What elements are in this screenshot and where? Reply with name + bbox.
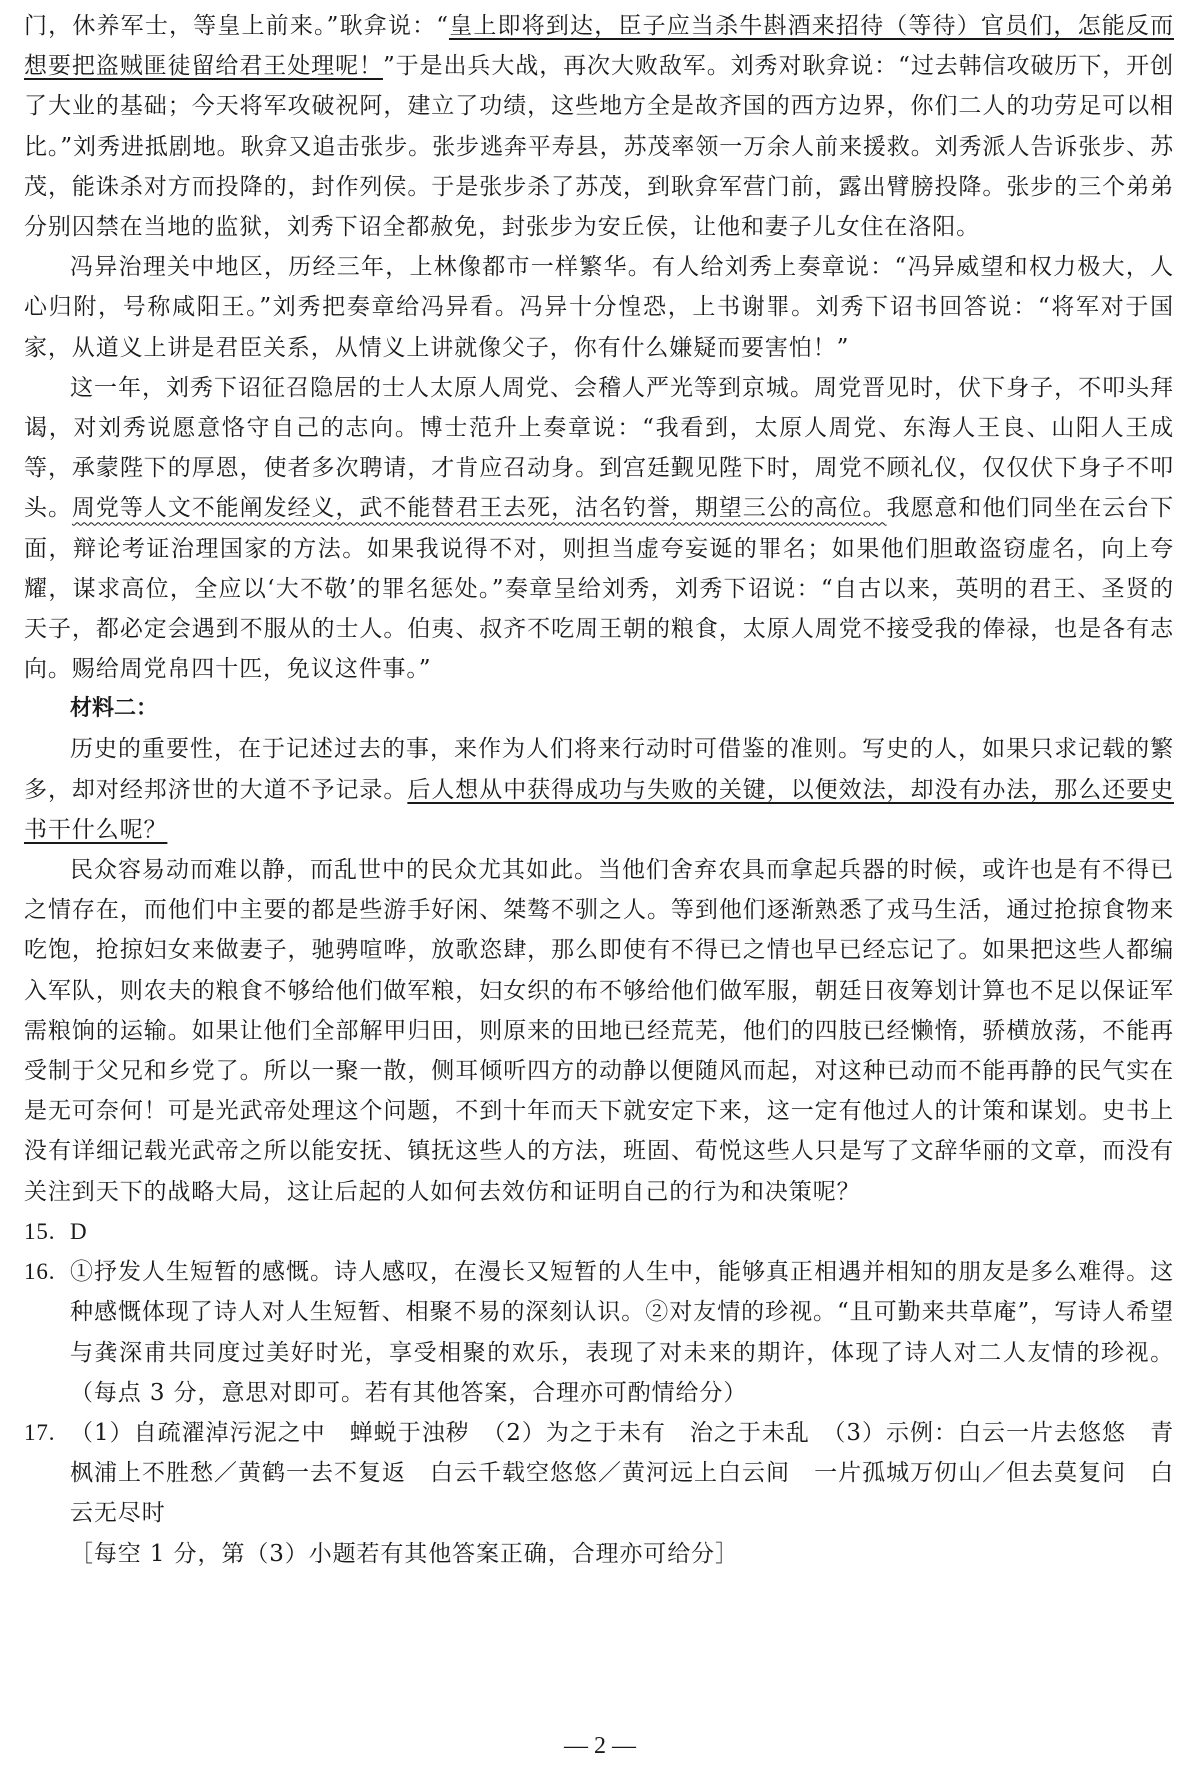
page-number: — 2 — bbox=[564, 1733, 636, 1759]
document-page bbox=[24, 6, 1174, 1574]
question-number: 17. bbox=[24, 1419, 56, 1445]
material-two-paragraph-1 bbox=[24, 729, 1174, 850]
material-two-heading: 材料二： bbox=[70, 696, 159, 722]
material-one-paragraph-2: 冯异治理关中地区，历经三年，上林像都市一样繁华。有人给刘秀上奏章说：“冯异威望和权力极大，人心归附，号称咸阳王。”刘秀把奏章给冯异看。冯异十分惶恐，上书谢罪。刘秀下诏书回答说：“将军对于国家，从道义上讲是君臣关系，从情义上讲就像父子，你有什么嫌疑而要害怕！” bbox=[24, 254, 1174, 361]
text-run: 门，休养军士，等皇上前来。”耿弇说：“ bbox=[24, 13, 449, 39]
material-two-paragraph-2: 民众容易动而难以静，而乱世中的民众尤其如此。当他们舍弃农具而拿起兵器的时候，或许也是有不得已之情存在，而他们中主要的都是些游手好闲、桀骜不驯之人。等到他们逐渐熟悉了戎马生活，通过抢掠食物来吃饱，抢掠妇女来做妻子，驰骋喧哗，放歌恣肆，那么即使有不得已之情也早已经忘记了。如果把这些人都编入军队，则农夫的粮食不够给他们做军粮，妇女织的布不够给他们做军服，朝廷日夜筹划计算也不足以保证军需粮饷的运输。如果让他们全部解甲归田，则原来的田地已经荒芜，他们的四肢已经懒惰，骄横放荡，不能再受制于父兄和乡党了。所以一聚一散，侧耳倾听四方的动静以便随风而起，对这种已动而不能再静的民气实在是无可奈何！可是光武帝处理这个问题，不到十年而天下就安定下来，这一定有他过人的计策和谋划。史书上没有详细记载光武帝之所以能安抚、镇抚这些人的方法，班固、荀悦这些人只是写了文辞华丽的文章，而没有关注到天下的战略大局，这让后起的人如何去效仿和证明自己的行为和决策呢？ bbox=[24, 857, 1174, 1205]
answer-text: ①抒发人生短暂的感慨。诗人感叹，在漫长又短暂的人生中，能够真正相遇并相知的朋友是多么难得。这种感慨体现了诗人对人生短暂、相聚不易的深刻认识。②对友情的珍视。“且可勤来共草庵”，写诗人希望与龚深甫共同度过美好时光，享受相聚的欢乐，表现了对未来的期许，体现了诗人对二人友情的珍视。（每点 3 分，意思对即可。若有其他答案，合理亦可酌情给分） bbox=[70, 1259, 1174, 1406]
material-one-paragraph-1 bbox=[24, 6, 1174, 247]
underlined-sentence: 皇上即将到达，臣子应当杀牛斟酒来招待（等待）官员们，怎能反而想要把盗贼匪徒留给君王处理呢！ bbox=[24, 13, 1174, 80]
answer-17 bbox=[24, 1413, 1174, 1574]
text-run: ”于是出兵大战，再次大败敌军。刘秀对耿弇说：“过去韩信攻破历下，开创了大业的基础；今天将军攻破祝阿，建立了功绩，这些地方全是故齐国的西方边界，你们二人的功劳足可以相比。”刘秀进抵剧地。耿弇又追击张步。张步逃奔平寿县，苏茂率领一万余人前来援救。刘秀派人告诉张步、苏茂，能诛杀对方而投降的，封作列侯。于是张步杀了苏茂，到耿弇军营门前，露出臂膀投降。张步的三个弟弟分别囚禁在当地的监狱，刘秀下诏全都赦免，封张步为安丘侯，让他和妻子儿女住在洛阳。 bbox=[24, 53, 1174, 241]
text-run: 这一年，刘秀下诏征召隐居的士人太原人周党、会稽人严光等到京城。周党晋见时，伏下身子，不叩头拜谒，对刘秀说愿意恪守自己的志向。博士范升上奏章说：“我看到，太原人周党、东海人王良、山阳人王成等，承蒙陛下的厚恩，使者多次聘请，才肯应召动身。到宫廷觐见陛下时，周党不顾礼仪，仅仅伏下身子不叩头。 bbox=[24, 374, 1174, 522]
underlined-sentence: 后人想从中获得成功与失败的关键，以便效法，却没有办法，那么还要史书干什么呢？ bbox=[24, 776, 1174, 843]
scoring-note: ［每空 1 分，第（3）小题若有其他答案正确，合理亦可给分］ bbox=[70, 1540, 739, 1567]
text-run: 历史的重要性，在于记述过去的事，来作为人们将来行动时可借鉴的准则。写史的人，如果只求记载的繁多，却对经邦济世的大道不予记录。 bbox=[24, 736, 1174, 803]
answer-body bbox=[70, 1413, 1174, 1574]
text-run: 我愿意和他们同坐在云台下面，辩论考证治理国家的方法。如果我说得不对，则担当虚夸妄诞的罪名；如果他们胆敢盗窃虚名，向上夸耀，谋求高位，全应以‘大不敬’的罪名惩处。”奏章呈给刘秀，刘秀下诏说：“自古以来，英明的君王、圣贤的天子，都必定会遇到不服从的士人。伯夷、叔齐不吃周王朝的粮食，太原人周党不接受我的俸禄，也是各有志向。赐给周党帛四十匹，免议这件事。” bbox=[24, 495, 1174, 683]
answer-text: D bbox=[70, 1218, 88, 1244]
answer-16 bbox=[24, 1252, 1174, 1413]
question-number: 16. bbox=[24, 1259, 56, 1285]
answer-15 bbox=[24, 1212, 1174, 1252]
wavy-underlined-sentence: 周党等人文不能阐发经义，武不能替君王去死，沽名钓誉，期望三公的高位。 bbox=[71, 495, 887, 522]
answer-text: （1）自疏濯淖污泥之中 蝉蜕于浊秽 （2）为之于未有 治之于未乱 （3）示例：白云一片去悠悠 青枫浦上不胜愁／黄鹤一去不复返 白云千载空悠悠／黄河远上白云间 一片孤城万仞山／但去莫复问 白云无尽时 bbox=[70, 1419, 1174, 1527]
question-number: 15. bbox=[24, 1218, 56, 1244]
material-one-paragraph-3 bbox=[24, 368, 1174, 690]
